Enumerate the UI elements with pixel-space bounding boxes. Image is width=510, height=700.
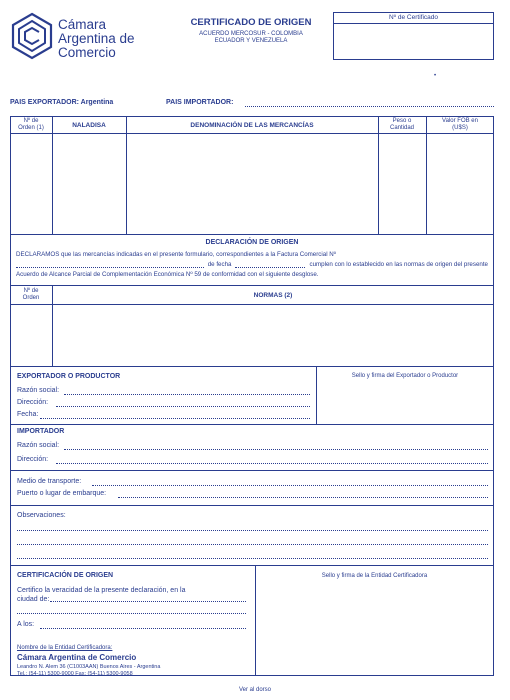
goods-col-orden: Nº de Orden (1) [18,118,44,131]
goods-table-bottom [10,234,494,235]
declaration-text: DECLARAMOS que las mercancías indicadas en el presente formulario, correspondientes a la Factura Comercial Nº de fecha cumplen con lo establecido en las normas de origen del presente Acuerdo de Alcance Parcial de Complementación Económica Nº 59 de conformidad con el siguiente desglose. [16,251,488,278]
see-reverse-note: Ver al dorso [238,687,272,693]
certification-text: Certifico la veracidad de la presente declaración, en la ciudad de: [17,587,186,603]
goods-col-valor: Valor FOB en (U$S) [442,118,478,131]
importer-direccion-label: Dirección: [17,456,49,463]
goods-col-line-3 [378,116,379,234]
transport-medio-field[interactable] [92,485,488,486]
observations-section-bottom [10,565,494,566]
exporter-country-label: PAIS EXPORTADOR: Argentina [10,99,114,106]
goods-col-line-4 [426,116,427,234]
certification-city-field-2[interactable] [17,613,246,614]
norms-entry-area[interactable] [53,305,493,365]
goods-entry-area[interactable] [53,134,378,233]
importer-direccion-field[interactable] [56,463,488,464]
goods-col-peso: Peso o Cantidad [389,118,415,131]
certifying-entity-address: Leandro N. Alem 36 (C1003AAN) Buenos Aires - Argentina [17,664,161,670]
exporter-stamp-label: Sello y firma del Exportador o Productor [351,373,459,379]
transport-puerto-label: Puerto o lugar de embarque: [17,490,107,497]
agreement-subtitle: ACUERDO MERCOSUR - COLOMBIA ECUADOR Y VENEZUELA [199,31,303,44]
certification-date-field[interactable] [40,628,246,629]
certifying-entity-phone: Tel.: (54-11) 5300-9000 Fax: (54-11) 5300-9058 [17,671,133,677]
certificate-number-divider [333,23,494,24]
invoice-number-field[interactable] [16,267,204,268]
goods-col-naladisa: NALADISA [72,122,106,129]
declaration-bottom [10,285,494,286]
chamber-logo-icon [11,12,53,60]
exporter-razon-social-label: Razón social: [17,387,60,394]
importer-country-label: PAIS IMPORTADOR: [166,99,234,106]
exporter-direccion-label: Dirección: [17,399,49,406]
certification-stamp-label: Sello y firma de la Entidad Certificadora [321,573,428,579]
importer-razon-social-label: Razón social: [17,442,60,449]
certification-stamp-divider [255,565,256,675]
norms-col-normas: NORMAS (2) [253,292,293,299]
observations-line-2[interactable] [17,544,488,545]
transport-medio-label: Medio de transporte: [17,478,82,485]
transport-puerto-field[interactable] [118,497,488,498]
exporter-section-title: EXPORTADOR O PRODUCTOR [17,373,121,380]
certifying-entity-label: Nombre de la Entidad Certificadora: [17,645,113,651]
certification-title: CERTIFICACIÓN DE ORIGEN [17,572,114,579]
importer-section-title: IMPORTADOR [17,428,65,435]
certification-a-los-label: A los: [17,621,35,628]
transport-section-bottom [10,505,494,506]
exporter-razon-social-field[interactable] [64,394,310,395]
exporter-fecha-field[interactable] [40,418,310,419]
exporter-fecha-label: Fecha: [17,411,39,418]
importer-country-field[interactable] [245,106,494,107]
certificate-number-label: Nº de Certificado [389,14,438,21]
organization-name: Cámara Argentina de Comercio [58,17,135,60]
observations-label: Observaciones: [17,512,66,519]
exporter-section-bottom [10,424,494,425]
goods-col-denominacion: DENOMINACIÓN DE LAS MERCANCÍAS [190,122,314,129]
certificate-title: CERTIFICADO DE ORIGEN [190,17,312,28]
certification-city-field[interactable] [50,601,246,602]
observations-line-1[interactable] [17,530,488,531]
norms-table-bottom [10,366,494,367]
punch-mark: • [434,73,437,79]
observations-line-3[interactable] [17,558,488,559]
declaration-title: DECLARACIÓN DE ORIGEN [205,239,299,246]
norms-col-orden: Nº de Orden [22,288,40,301]
exporter-direccion-field[interactable] [56,406,310,407]
invoice-date-field[interactable] [235,267,305,268]
importer-section-bottom [10,470,494,471]
certifying-entity-name: Cámara Argentina de Comercio [17,653,137,662]
importer-razon-social-field[interactable] [64,449,488,450]
